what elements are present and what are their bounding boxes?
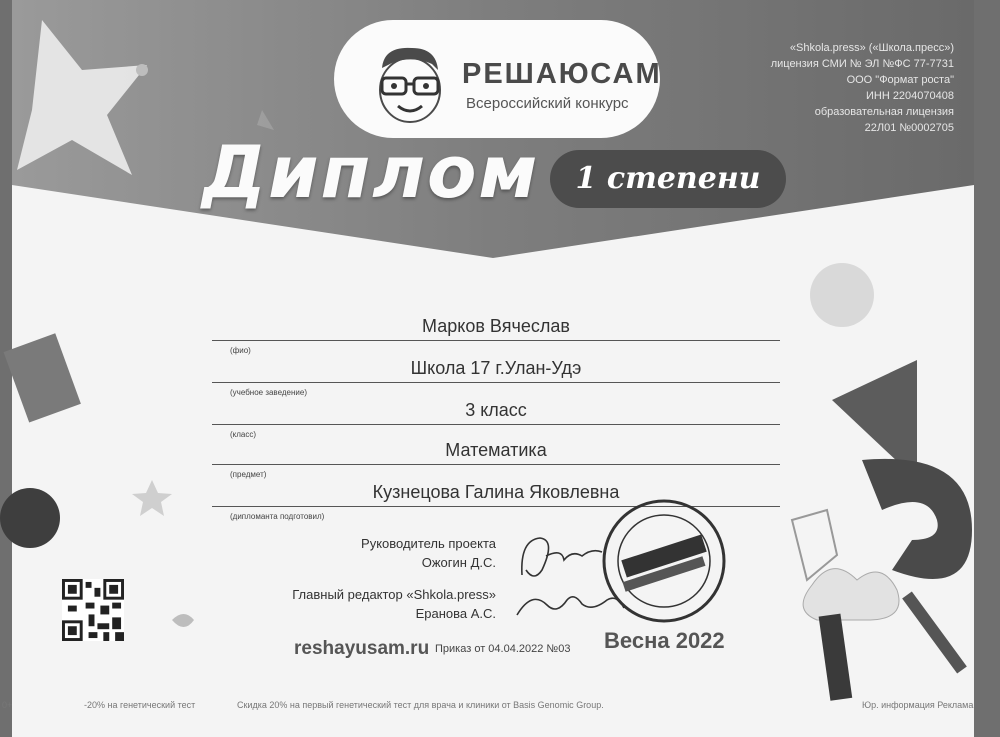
field-value: Марков Вячеслав [422, 316, 570, 336]
season-label: Весна 2022 [604, 628, 725, 653]
diploma-page [2, 0, 974, 737]
footer-ad-right[interactable]: Юр. информация Реклама [862, 700, 974, 710]
signer-name: Еранова А.С. [415, 606, 496, 621]
signer-project-lead [361, 534, 496, 572]
field-value: Кузнецова Галина Яковлевна [372, 482, 620, 502]
site-link[interactable]: reshayusam.ru [294, 638, 430, 659]
logo-badge [334, 20, 660, 138]
field-value: Школа 17 г.Улан-Удэ [410, 358, 582, 378]
field-caption: (дипломанта подготовил) [230, 512, 325, 521]
license-info [704, 40, 954, 136]
field-value: 3 класс [465, 400, 527, 420]
field-underline [212, 424, 780, 425]
license-line: «Shkola.press» («Школа.пресс») [789, 42, 954, 54]
field-underline [212, 340, 780, 341]
signer-chief-editor [292, 585, 496, 623]
field-underline [212, 382, 780, 383]
footer-ad-middle[interactable]: Скидка 20% на первый генетический тест для врача и клиники от Basis Genomic Group. [237, 700, 604, 710]
signer-role: Главный редактор «Shkola.press» [292, 587, 496, 602]
company-stamp [600, 497, 728, 625]
qr-code-icon [62, 579, 124, 641]
field-caption: (фио) [230, 346, 251, 355]
logo-title: РЕШАЮСАМ [462, 58, 662, 90]
license-line: ИНН 2204070408 [865, 90, 954, 102]
degree-badge: 1 степени [550, 150, 786, 208]
diploma-title: Диплом [202, 130, 540, 214]
field-value: Математика [445, 440, 547, 460]
signer-role: Руководитель проекта [361, 536, 496, 551]
boy-face-icon [364, 38, 454, 128]
field-underline [212, 464, 780, 465]
logo-subtitle: Всероссийский конкурс [466, 95, 629, 112]
field-caption: (класс) [230, 430, 257, 439]
order-number: Приказ от 04.04.2022 №03 [435, 643, 571, 655]
signer-name: Ожогин Д.С. [421, 555, 496, 570]
license-line: ООО "Формат роста" [846, 74, 954, 86]
footer-age: 0+ [2, 700, 13, 710]
field-grade [212, 400, 780, 440]
field-subject [212, 440, 780, 480]
field-school [212, 358, 780, 398]
footer-ad-left[interactable]: -20% на генетический тест [84, 700, 196, 710]
field-caption: (учебное заведение) [230, 388, 307, 397]
license-line: образовательная лицензия [814, 106, 954, 118]
license-line: лицензия СМИ № ЭЛ №ФС 77-7731 [770, 58, 954, 70]
license-line: 22Л01 №0002705 [864, 122, 954, 134]
field-caption: (предмет) [230, 470, 267, 479]
field-name [212, 316, 780, 356]
